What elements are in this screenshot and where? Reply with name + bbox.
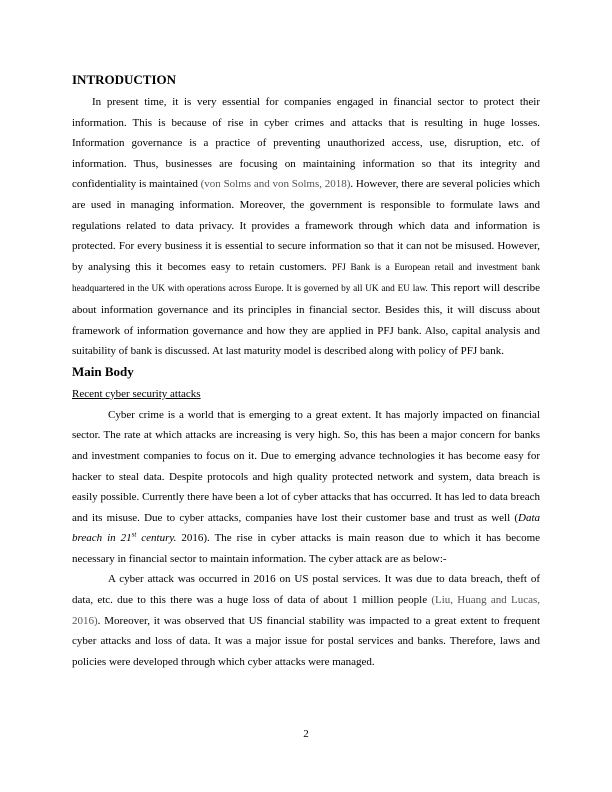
introduction-paragraph (72, 92, 540, 362)
cyber-attacks-subheading: Recent cyber security attacks (72, 387, 201, 400)
p2-italic-title: Data breach in 21 (72, 511, 540, 545)
pfj-bank-description: PFJ Bank is a European retail and investment bank headquartered in the UK with operations across Europe. It is governed by all UK and EU law. (72, 262, 541, 295)
citation-von-solms: (von Solms and von Solms, 2018) (200, 178, 351, 191)
citation-liu-huang-lucas: (Liu, Huang and Lucas, 2016) (72, 594, 540, 627)
p2-superscript: st (131, 530, 137, 539)
p3-text-1: A cyber attack was occurred in 2016 on US postal services. It was due to data breach, theft of data, etc. due to this there was a huge loss of data of about 1 million people (72, 573, 540, 607)
postal-attack-paragraph (72, 569, 540, 672)
p2-text-2: 2016). The rise in cyber attacks is main reason due to which it has become necessary in financial sector to maintain information. The cyber attack are as below:- (72, 532, 541, 565)
introduction-heading: INTRODUCTION (72, 72, 177, 87)
page-number: 2 (303, 728, 309, 740)
p2-italic-title-end: century. (136, 532, 177, 545)
document-page (72, 71, 540, 672)
cyber-crime-paragraph (72, 405, 540, 570)
intro-text-3: This report will describe about information governance and its principles in financial sector. Besides this, it will discuss about framework of information governance and how they are applied in PFJ bank. Also, capital analysis and suitability of bank is discussed. At last maturity model is described along with policy of PFJ bank. (72, 282, 540, 358)
main-body-heading: Main Body (72, 363, 134, 379)
p2-text-1: Cyber crime is a world that is emerging to a great extent. It has majorly impacted on financial sector. The rate at which attacks are increasing is very high. So, this has been a major concern for banks and investment companies to focus on it. Due to emerging advance technologies it has become easy for hacker to steal data. Despite protocols and high quality protected network and system, data breach is easily possible. Currently there have been a lot of cyber attacks that has occurred. It has led to data breach and its misuse. Due to cyber attacks, companies have lost their customer base and trust as well ( (72, 408, 540, 524)
intro-text-2: . However, there are several policies which are used in managing information. Moreover, the government is responsible to formulate laws and regulations related to data privacy. It provides a framework through which data and information is protected. For every business it is essential to secure information so that it can not be misused. However, by analysing this it becomes easy to retain customers. (72, 178, 541, 273)
intro-text-1: In present time, it is very essential for companies engaged in financial sector to protect their information. This is because of rise in cyber crimes and attacks that is resulting in huge losses. Information governance is a practice of preventing unauthorized access, use, disruption, etc. of information. Thus, businesses are focusing on maintaining information so that its integrity and confidentiality is maintained (72, 96, 540, 191)
p3-text-2: . Moreover, it was observed that US financial stability was impacted to a great extent to frequent cyber attacks and loss of data. It was a major issue for postal services and banks. Therefore, laws and policies were developed through which cyber attacks were managed. (72, 614, 540, 668)
